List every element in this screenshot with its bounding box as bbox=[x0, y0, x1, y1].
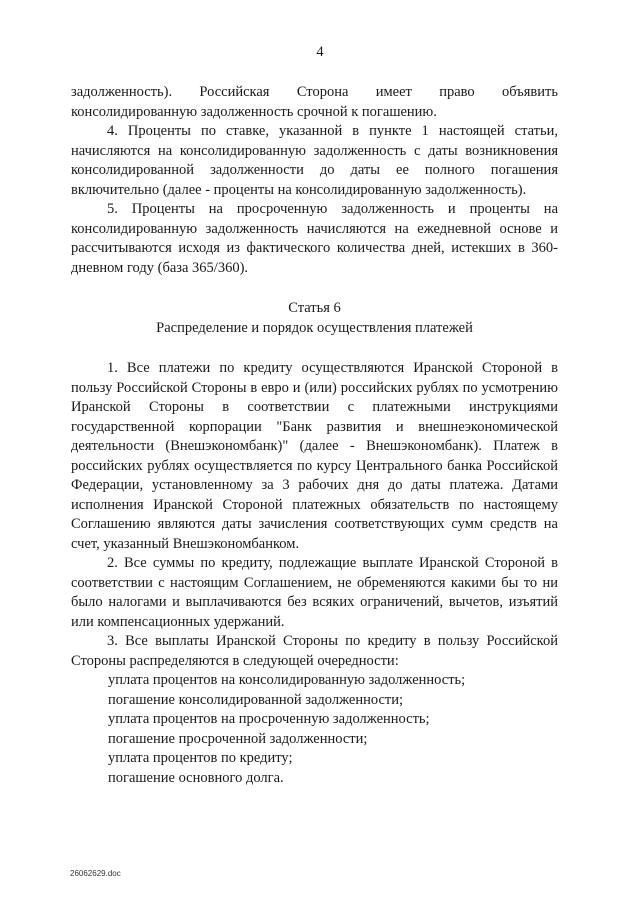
paragraph-item-4: 4. Проценты по ставке, указанной в пункте 1 настоящей статьи, начисляются на консолидированную задолженность с даты возникновения консолидированной задолженности до даты ее полного погашения включительно (далее - проценты на консолидированную задолженность). bbox=[71, 123, 558, 198]
list-item: погашение основного долга. bbox=[108, 769, 284, 786]
list-item: уплата процентов на консолидированную задолженность; bbox=[108, 672, 466, 688]
article-paragraph-1: 1. Все платежи по кредиту осуществляются Иранской Стороной в пользу Российской Стороны в евро и (или) российских рублях по усмотрению Иранской Стороны в соответствии с платежными инструкциями государственной корпорации "Банк развития и внешнеэкономической деятельности (Внешэкономбанк)" (далее - Внешэкономбанк). Платеж в российских рублях осуществляется по курсу Центрального банка Российской Федерации, установленному за 3 рабочих дня до даты платежа. Датами исполнения Иранской Стороной платежных обязательств по настоящему Соглашению являются даты зачисления соответствующих сумм средств на счет, указанный Внешэкономбанком. bbox=[71, 360, 558, 552]
page-number: 4 bbox=[316, 44, 324, 60]
paragraph-item-5: 5. Проценты на просроченную задолженность и проценты на консолидированную задолженность начисляются на ежедневной основе и рассчитываются исходя из фактического количества дней, истекших в 360-дневном году (база 365/360). bbox=[71, 201, 558, 276]
footer-filename: 26062629.doc bbox=[70, 869, 121, 878]
section-spacer bbox=[71, 338, 558, 359]
list-item: погашение консолидированной задолженности; bbox=[108, 691, 404, 708]
list-item: уплата процентов по кредиту; bbox=[108, 750, 293, 766]
payment-order-list bbox=[71, 671, 558, 788]
article-title: Распределение и порядок осуществления платежей bbox=[156, 319, 473, 336]
paragraph-continuation: задолженность). Российская Сторона имеет право объявить консолидированную задолженность срочной к погашению. bbox=[71, 84, 558, 120]
list-item: уплата процентов на просроченную задолженность; bbox=[108, 711, 430, 727]
article-paragraph-2: 2. Все суммы по кредиту, подлежащие выплате Иранской Стороной в соответствии с настоящим Соглашением, не обременяются какими бы то ни было налогами и выплачиваются без всяких ограничений, вычетов, изъятий или компенсационных удержаний. bbox=[71, 555, 558, 630]
article-heading bbox=[71, 299, 558, 338]
article-paragraph-3: 3. Все выплаты Иранской Стороны по кредиту в пользу Российской Стороны распределяются в следующей очередности: bbox=[71, 633, 558, 669]
document-body bbox=[71, 83, 558, 788]
list-item: погашение просроченной задолженности; bbox=[108, 730, 368, 747]
article-number: Статья 6 bbox=[288, 300, 341, 316]
